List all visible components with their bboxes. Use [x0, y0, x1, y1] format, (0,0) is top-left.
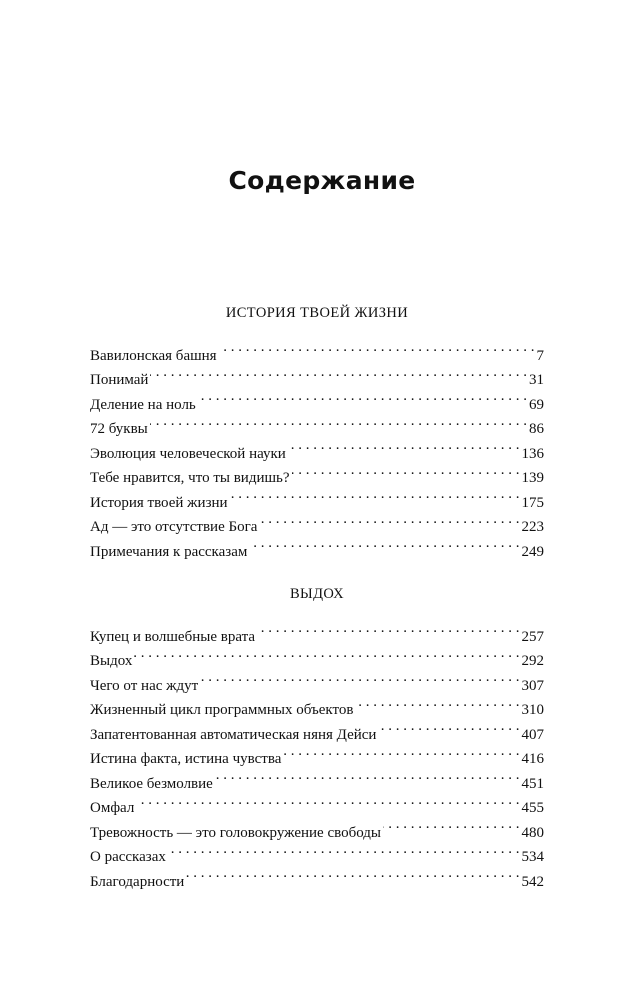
toc-entry[interactable] [90, 384, 544, 413]
dot-leader [136, 788, 519, 813]
toc-entry-title: Примечания к рассказам [90, 543, 248, 560]
toc-entry-page: 249 [521, 543, 544, 560]
toc-entry[interactable] [90, 788, 544, 816]
toc-entry-title: Ад — это отсутствие Бога [90, 519, 258, 535]
dot-leader [134, 641, 519, 666]
toc-entry-page: 69 [529, 396, 544, 413]
toc-entry[interactable] [90, 409, 544, 437]
toc-entry-title: Чего от нас ждут [90, 677, 199, 694]
toc-entry-title: Деление на ноль [90, 396, 196, 413]
toc-entry-page: 7 [536, 347, 544, 364]
toc-entry[interactable] [90, 335, 544, 364]
toc-entry-title: Тебе нравится, что ты видишь? [90, 470, 290, 486]
toc-entry-title: 72 буквы [90, 421, 148, 437]
toc-entry-page: 407 [521, 726, 544, 743]
dot-leader [150, 409, 527, 434]
toc-entry-title: Омфал [90, 800, 135, 816]
toc-entry-title: Понимай [90, 372, 149, 388]
dot-leader [378, 714, 519, 739]
toc-entry-title: История твоей жизни [90, 494, 228, 511]
toc-entry-page: 451 [521, 775, 544, 792]
dot-leader [383, 812, 520, 837]
toc-entry-title: Великое безмолвие [90, 775, 213, 792]
dot-leader [186, 861, 519, 886]
dot-leader [259, 507, 519, 532]
toc-entry-page: 223 [521, 519, 544, 535]
dot-leader [257, 616, 520, 641]
toc-entry-title: Благодарности [90, 873, 185, 890]
toc-entry-title: Истина факта, истина чувства [90, 751, 282, 767]
toc-entry-title: Вавилонская башня [90, 347, 217, 364]
dot-leader [200, 665, 519, 690]
dot-leader [249, 531, 519, 556]
toc-entry-title: Эволюция человеческой науки [90, 445, 286, 462]
dot-leader [219, 335, 535, 360]
toc-entry[interactable] [90, 812, 544, 841]
dot-leader [283, 739, 519, 764]
toc-entry-page: 175 [521, 494, 544, 511]
toc-entry[interactable] [90, 360, 544, 388]
toc-section [90, 303, 544, 560]
dot-leader [150, 360, 527, 385]
toc-entry[interactable] [90, 616, 544, 645]
page-title: Содержание [228, 166, 416, 195]
toc-entry-title: Жизненный цикл программных объектов [90, 702, 354, 718]
toc-section [90, 584, 544, 890]
dot-leader [215, 763, 520, 788]
dot-leader [288, 433, 520, 458]
dot-leader [292, 458, 520, 483]
toc-entry-page: 416 [521, 751, 544, 767]
dot-leader [168, 837, 520, 862]
dot-leader [198, 384, 527, 409]
toc-entry[interactable] [90, 665, 544, 694]
section-heading: ИСТОРИЯ ТВОЕЙ ЖИЗНИ [225, 305, 409, 321]
dot-leader [355, 690, 519, 715]
toc-entry-page: 542 [521, 873, 544, 890]
toc-entry-title: Запатентованная автоматическая няня Дейси [90, 726, 377, 743]
toc-entry-title: Купец и волшебные врата [90, 628, 255, 645]
toc-entry-page: 31 [529, 372, 544, 388]
toc-entry[interactable] [90, 433, 544, 462]
toc-entry-page: 86 [529, 421, 544, 437]
toc-entry-title: О рассказах [90, 849, 166, 865]
toc-entry-page: 310 [521, 702, 544, 718]
toc-entry-page: 480 [521, 824, 544, 841]
toc-entry[interactable] [90, 641, 544, 669]
toc-entry-page: 455 [521, 800, 544, 816]
dot-leader [230, 482, 520, 507]
toc-list [90, 335, 544, 560]
toc-entry-title: Выдох [90, 653, 133, 669]
toc-entry-page: 534 [521, 849, 544, 865]
toc-list [90, 616, 544, 890]
section-heading: ВЫДОХ [289, 586, 345, 602]
toc-entry-page: 307 [521, 677, 544, 694]
toc-entry-page: 292 [521, 653, 544, 669]
toc-entry-page: 139 [521, 470, 544, 486]
toc-entry-page: 257 [521, 628, 544, 645]
toc-entry-page: 136 [521, 445, 544, 462]
toc-entry-title: Тревожность — это головокружение свободы [90, 824, 381, 841]
